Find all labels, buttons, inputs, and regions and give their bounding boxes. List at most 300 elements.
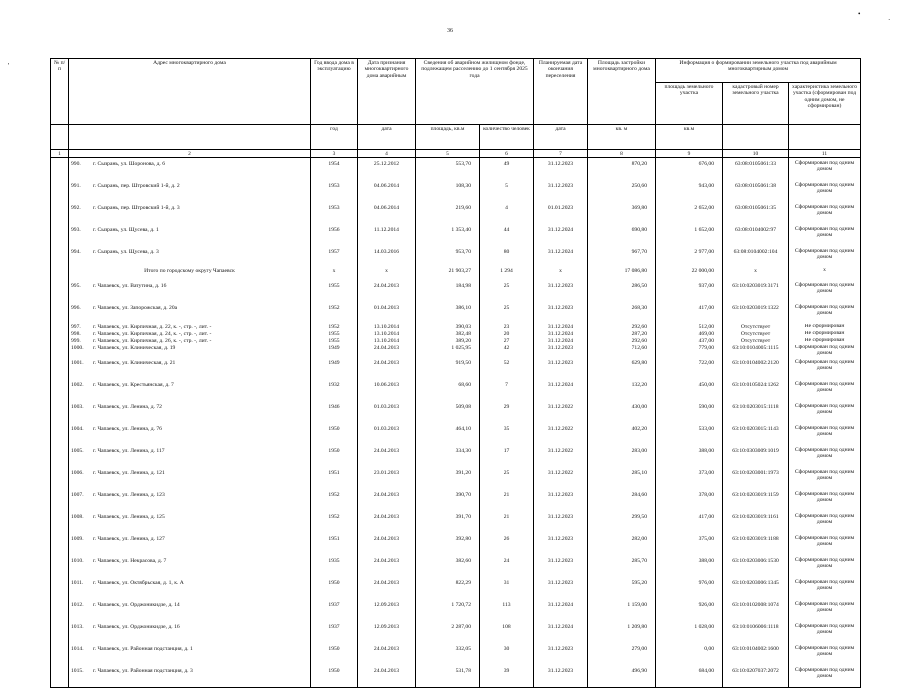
address-text: г. Чапаевск, ул. Районная подстанция, д. 3: [93, 668, 193, 675]
col-header-number: № п/п: [51, 59, 69, 125]
area-cell: 68,60: [416, 379, 480, 401]
land-area-cell: 722,00: [656, 357, 723, 379]
address-cell: [69, 331, 311, 338]
table-row: [51, 511, 861, 533]
cadastral-cell: Отсутствует: [723, 331, 789, 338]
emergency-date-cell: 10.06.2013: [358, 379, 416, 401]
area-cell: 391,70: [416, 511, 480, 533]
row-number-cell: [51, 599, 69, 621]
year-cell: 1953: [311, 180, 358, 202]
col-header-land-area: площадь земельного участка: [656, 83, 723, 125]
planned-date-cell: х: [534, 268, 588, 280]
building-area-cell: 496,90: [588, 665, 656, 688]
area-cell: 953,70: [416, 246, 480, 268]
row-number: 1009.: [71, 536, 84, 543]
col-index: 7: [534, 150, 588, 158]
col-index: 6: [480, 150, 534, 158]
cadastral-cell: 63:08:0104002:97: [723, 224, 789, 246]
emergency-date-cell: х: [358, 268, 416, 280]
building-area-cell: 17 086,80: [588, 268, 656, 280]
land-area-cell: 676,00: [656, 158, 723, 181]
building-area-cell: 283,00: [588, 445, 656, 467]
row-number-cell: [51, 180, 69, 202]
cadastral-cell: 63:10:0203019:1322: [723, 302, 789, 324]
unit-label: количество человек: [480, 125, 534, 150]
unit-label: площадь, кв.м: [416, 125, 480, 150]
unit-label: дата: [534, 125, 588, 150]
row-number: 994.: [71, 249, 81, 256]
emergency-date-cell: 24.04.2013: [358, 511, 416, 533]
emergency-date-cell: 01.04.2013: [358, 302, 416, 324]
land-status-cell: Сформирован под одним домом: [789, 665, 861, 688]
year-cell: 1952: [311, 302, 358, 324]
cadastral-cell: 63:08:0104002:104: [723, 246, 789, 268]
table-row: [51, 423, 861, 445]
year-cell: 1950: [311, 423, 358, 445]
col-header-housing-info: Сведения об аварийном жилищном фонде, подлежащем расселению до 1 сентября 2025 года: [416, 59, 534, 125]
area-cell: 1 025,95: [416, 345, 480, 357]
building-area-cell: 250,60: [588, 180, 656, 202]
unit-label: кв. м: [588, 125, 656, 150]
emergency-date-cell: 01.03.2013: [358, 423, 416, 445]
scan-mark: ': [8, 62, 10, 70]
row-number-cell: [51, 533, 69, 555]
people-cell: 20: [480, 331, 534, 338]
row-number-cell: [51, 445, 69, 467]
unit-label: год: [311, 125, 358, 150]
people-cell: 42: [480, 345, 534, 357]
address-text: г. Сызрань, пер. Штровский 1-й, д. 3: [93, 205, 180, 212]
planned-date-cell: 31.12.2022: [534, 445, 588, 467]
row-number: 1012.: [71, 602, 84, 609]
cadastral-cell: Отсутствует: [723, 324, 789, 331]
emergency-date-cell: 24.04.2013: [358, 280, 416, 302]
people-cell: 108: [480, 621, 534, 643]
land-status-cell: Сформирован под одним домом: [789, 379, 861, 401]
land-status-cell: Сформирован под одним домом: [789, 202, 861, 224]
land-status-cell: Сформирован под одним домом: [789, 345, 861, 357]
col-index: 10: [723, 150, 789, 158]
address-cell: [69, 180, 311, 202]
address-cell: [69, 379, 311, 401]
emergency-date-cell: 24.04.2013: [358, 489, 416, 511]
planned-date-cell: 31.12.2023: [534, 577, 588, 599]
people-cell: 80: [480, 246, 534, 268]
col-index: 4: [358, 150, 416, 158]
row-number: 1002.: [71, 382, 84, 389]
table-row: [51, 357, 861, 379]
col-header-address: Адрес многоквартирного дома: [69, 59, 311, 125]
address-text: г. Чапаевск, ул. Некрасова, д. 7: [93, 558, 167, 565]
col-index: 2: [69, 150, 311, 158]
planned-date-cell: 31.12.2024: [534, 331, 588, 338]
table-row: [51, 324, 861, 331]
emergency-date-cell: 24.04.2013: [358, 357, 416, 379]
land-status-cell: Сформирован под одним домом: [789, 599, 861, 621]
row-number-cell: [51, 280, 69, 302]
area-cell: 386,10: [416, 302, 480, 324]
land-status-cell: х: [789, 268, 861, 280]
table-row: [51, 467, 861, 489]
row-number: 1004.: [71, 426, 84, 433]
land-status-cell: Сформирован под одним домом: [789, 643, 861, 665]
row-number-cell: [51, 202, 69, 224]
land-status-cell: Не сформирован: [789, 324, 861, 331]
emergency-date-cell: 24.04.2013: [358, 643, 416, 665]
address-text: г. Чапаевск, ул. Клиническая, д. 19: [93, 345, 176, 352]
address-cell: [69, 445, 311, 467]
building-area-cell: 268,30: [588, 302, 656, 324]
people-cell: 31: [480, 577, 534, 599]
table-row: [51, 445, 861, 467]
row-number-cell: [51, 467, 69, 489]
emergency-date-cell: 24.04.2013: [358, 577, 416, 599]
area-cell: 919,50: [416, 357, 480, 379]
row-number: 995.: [71, 283, 81, 290]
emergency-date-cell: 24.04.2013: [358, 445, 416, 467]
land-status-cell: Сформирован под одним домом: [789, 511, 861, 533]
address-cell: [69, 555, 311, 577]
area-cell: 390,70: [416, 489, 480, 511]
address-text: г. Чапаевск, ул. Ленина, д. 121: [93, 470, 165, 477]
emergency-date-cell: 11.12.2014: [358, 224, 416, 246]
area-cell: 553,70: [416, 158, 480, 181]
row-number: 1011.: [71, 580, 84, 587]
address-text: г. Чапаевск, ул. Кирпичная, д. 26, к. -, стр. -, лит. -: [93, 338, 212, 345]
people-cell: 52: [480, 357, 534, 379]
row-number-cell: [51, 489, 69, 511]
cadastral-cell: Отсутствует: [723, 338, 789, 345]
year-cell: 1955: [311, 331, 358, 338]
people-cell: 113: [480, 599, 534, 621]
year-cell: 1957: [311, 246, 358, 268]
land-area-cell: 2 977,00: [656, 246, 723, 268]
planned-date-cell: 31.12.2023: [534, 158, 588, 181]
people-cell: 44: [480, 224, 534, 246]
cadastral-cell: 63:08:0105061:38: [723, 180, 789, 202]
planned-date-cell: 31.12.2022: [534, 467, 588, 489]
land-area-cell: 22 000,00: [656, 268, 723, 280]
year-cell: 1932: [311, 379, 358, 401]
total-label: Итого по городскому округу Чапаевск: [69, 268, 311, 280]
cadastral-cell: 63:08:0105061:35: [723, 202, 789, 224]
area-cell: 391,20: [416, 467, 480, 489]
row-number-cell: [51, 268, 69, 280]
building-area-cell: 287,20: [588, 331, 656, 338]
page-number: 36: [447, 28, 453, 34]
row-number-cell: [51, 379, 69, 401]
table-row: [51, 280, 861, 302]
land-area-cell: 943,00: [656, 180, 723, 202]
table-row: [51, 643, 861, 665]
planned-date-cell: 31.12.2023: [534, 302, 588, 324]
table-row: [51, 665, 861, 688]
planned-date-cell: 31.12.2023: [534, 489, 588, 511]
land-area-cell: 976,00: [656, 577, 723, 599]
cadastral-cell: 63:10:0207037:2072: [723, 665, 789, 688]
building-area-cell: 279,00: [588, 643, 656, 665]
planned-date-cell: 31.12.2023: [534, 345, 588, 357]
table-row: [51, 180, 861, 202]
row-number-cell: [51, 224, 69, 246]
unit-label: дата: [358, 125, 416, 150]
year-cell: 1952: [311, 489, 358, 511]
building-area-cell: 870,20: [588, 158, 656, 181]
area-cell: 1 720,72: [416, 599, 480, 621]
table-row: [51, 379, 861, 401]
planned-date-cell: 31.12.2022: [534, 401, 588, 423]
address-cell: [69, 401, 311, 423]
land-area-cell: 533,00: [656, 423, 723, 445]
cadastral-cell: 63:10:0203001:1973: [723, 467, 789, 489]
emergency-date-cell: 14.03.2016: [358, 246, 416, 268]
land-status-cell: Сформирован под одним домом: [789, 467, 861, 489]
building-area-cell: 967,70: [588, 246, 656, 268]
emergency-date-cell: 04.06.2014: [358, 202, 416, 224]
area-cell: 464,10: [416, 423, 480, 445]
land-status-cell: Сформирован под одним домом: [789, 280, 861, 302]
address-cell: [69, 357, 311, 379]
row-number: 1001.: [71, 360, 84, 367]
row-number-cell: [51, 665, 69, 688]
land-area-cell: 375,00: [656, 533, 723, 555]
address-text: г. Чапаевск, ул. Районная подстанция, д. 1: [93, 646, 193, 653]
address-text: г. Чапаевск, ул. Орджоникидзе, д. 14: [93, 602, 180, 609]
row-number: 990.: [71, 161, 81, 168]
land-area-cell: 2 652,00: [656, 202, 723, 224]
year-cell: 1956: [311, 224, 358, 246]
address-text: г. Чапаевск, ул. Ленина, д. 127: [93, 536, 165, 543]
address-cell: [69, 423, 311, 445]
address-text: г. Чапаевск, ул. Крестьянская, д. 7: [93, 382, 174, 389]
table-row: [51, 489, 861, 511]
year-cell: 1950: [311, 665, 358, 688]
cadastral-cell: 63:10:0203019:1188: [723, 533, 789, 555]
building-area-cell: 712,60: [588, 345, 656, 357]
land-status-cell: Сформирован под одним домом: [789, 180, 861, 202]
col-header-cadastral: кадастровый номер земельного участка: [723, 83, 789, 125]
row-number-cell: [51, 423, 69, 445]
emergency-date-cell: 23.01.2013: [358, 467, 416, 489]
year-cell: 1949: [311, 357, 358, 379]
land-status-cell: Сформирован под одним домом: [789, 401, 861, 423]
land-status-cell: Сформирован под одним домом: [789, 445, 861, 467]
table-row: [51, 331, 861, 338]
land-area-cell: 590,00: [656, 401, 723, 423]
planned-date-cell: 01.01.2023: [534, 202, 588, 224]
planned-date-cell: 31.12.2023: [534, 357, 588, 379]
planned-date-cell: 31.12.2023: [534, 511, 588, 533]
land-status-cell: Сформирован под одним домом: [789, 423, 861, 445]
table-row: [51, 202, 861, 224]
row-number-cell: [51, 338, 69, 345]
emergency-date-cell: 24.04.2013: [358, 665, 416, 688]
address-cell: [69, 533, 311, 555]
land-status-cell: Сформирован под одним домом: [789, 621, 861, 643]
land-area-cell: 512,00: [656, 324, 723, 331]
cadastral-cell: 63:10:0102008:1074: [723, 599, 789, 621]
area-cell: 392,80: [416, 533, 480, 555]
row-number-cell: [51, 345, 69, 357]
year-cell: 1954: [311, 158, 358, 181]
building-area-cell: 402,20: [588, 423, 656, 445]
year-cell: 1951: [311, 533, 358, 555]
building-area-cell: 430,00: [588, 401, 656, 423]
col-index: 1: [51, 150, 69, 158]
building-area-cell: 286,50: [588, 280, 656, 302]
area-cell: 21 903,27: [416, 268, 480, 280]
address-cell: [69, 511, 311, 533]
col-header-emergency-date: Дата признания многоквартирного дома аварийным: [358, 59, 416, 125]
address-cell: [69, 246, 311, 268]
land-status-cell: Не сформирован: [789, 331, 861, 338]
row-number: 999.: [71, 338, 81, 345]
land-status-cell: Сформирован под одним домом: [789, 555, 861, 577]
land-area-cell: 684,00: [656, 665, 723, 688]
planned-date-cell: 31.12.2024: [534, 621, 588, 643]
cadastral-cell: 63:10:0105024:1262: [723, 379, 789, 401]
row-number: 1003.: [71, 404, 84, 411]
area-cell: 390,03: [416, 324, 480, 331]
land-area-cell: 779,00: [656, 345, 723, 357]
row-number: 1014.: [71, 646, 84, 653]
year-cell: х: [311, 268, 358, 280]
people-cell: 25: [480, 302, 534, 324]
cadastral-cell: 63:10:0203006:1345: [723, 577, 789, 599]
cadastral-cell: 63:10:0303009:1019: [723, 445, 789, 467]
land-status-cell: Сформирован под одним домом: [789, 357, 861, 379]
address-cell: [69, 338, 311, 345]
unit-label: кв.м: [656, 125, 723, 150]
building-area-cell: 690,80: [588, 224, 656, 246]
address-cell: [69, 280, 311, 302]
cadastral-cell: 63:10:0203015:1143: [723, 423, 789, 445]
address-cell: [69, 345, 311, 357]
col-index: 11: [789, 150, 861, 158]
land-area-cell: 926,00: [656, 599, 723, 621]
year-cell: 1950: [311, 643, 358, 665]
year-cell: 1952: [311, 324, 358, 331]
people-cell: 35: [480, 423, 534, 445]
address-text: г. Чапаевск, ул. Кирпичная, д. 24, к. -, стр. -, лит. -: [93, 331, 212, 338]
address-cell: [69, 599, 311, 621]
land-status-cell: Сформирован под одним домом: [789, 158, 861, 181]
emergency-date-cell: 12.09.2013: [358, 621, 416, 643]
row-number: 996.: [71, 305, 81, 312]
building-area-cell: 292,60: [588, 338, 656, 345]
col-index: 5: [416, 150, 480, 158]
emergency-date-cell: 13.10.2014: [358, 324, 416, 331]
address-text: г. Чапаевск, ул. Ленина, д. 76: [93, 426, 162, 433]
planned-date-cell: 31.12.2024: [534, 224, 588, 246]
row-number-cell: [51, 357, 69, 379]
address-text: г. Чапаевск, ул. Кирпичная, д. 22, к. -, стр. -, лит. -: [93, 324, 212, 331]
land-area-cell: 388,00: [656, 555, 723, 577]
address-text: г. Чапаевск, ул. Запорожская, д. 20а: [93, 305, 178, 312]
col-index: 8: [588, 150, 656, 158]
row-number: 1013.: [71, 624, 84, 631]
year-cell: 1951: [311, 467, 358, 489]
people-cell: 30: [480, 643, 534, 665]
planned-date-cell: 31.12.2024: [534, 599, 588, 621]
row-number: 1015.: [71, 668, 84, 675]
area-cell: 334,30: [416, 445, 480, 467]
row-number: 1010.: [71, 558, 84, 565]
year-cell: 1950: [311, 445, 358, 467]
table-row: [51, 246, 861, 268]
area-cell: 184,98: [416, 280, 480, 302]
address-cell: [69, 665, 311, 688]
row-number-cell: [51, 246, 69, 268]
cadastral-cell: 63:10:0203019:1159: [723, 489, 789, 511]
area-cell: 531,78: [416, 665, 480, 688]
land-area-cell: 1 652,00: [656, 224, 723, 246]
building-area-cell: 369,80: [588, 202, 656, 224]
people-cell: 49: [480, 158, 534, 181]
address-cell: [69, 577, 311, 599]
col-header-planned-date: Планируемая дата окончания переселения: [534, 59, 588, 125]
building-area-cell: 595,20: [588, 577, 656, 599]
building-area-cell: 285,10: [588, 467, 656, 489]
year-cell: 1955: [311, 280, 358, 302]
table-row: [51, 533, 861, 555]
row-number: 1007.: [71, 492, 84, 499]
year-cell: 1953: [311, 202, 358, 224]
address-text: г. Сызрань, ул. Щусева, д. 1: [93, 227, 159, 234]
cadastral-cell: 63:10:0104002:1600: [723, 643, 789, 665]
emergency-date-cell: 24.04.2013: [358, 533, 416, 555]
table-body: [51, 158, 861, 688]
area-cell: 2 287,00: [416, 621, 480, 643]
emergency-date-cell: 12.09.2013: [358, 599, 416, 621]
col-header-year: Год ввода дома в эксплуатацию: [311, 59, 358, 125]
table-row: [51, 599, 861, 621]
land-area-cell: 0,00: [656, 643, 723, 665]
area-cell: 1 353,40: [416, 224, 480, 246]
scan-mark: •: [858, 10, 861, 18]
row-number: 997.: [71, 324, 81, 331]
year-cell: 1955: [311, 338, 358, 345]
row-number-cell: [51, 302, 69, 324]
land-area-cell: 417,00: [656, 302, 723, 324]
scan-mark: ·: [888, 16, 891, 24]
row-number: 1008.: [71, 514, 84, 521]
row-number-cell: [51, 555, 69, 577]
address-text: г. Сызрань, ул. Шоронова, д. 6: [93, 161, 166, 168]
row-number: 1005.: [71, 448, 84, 455]
land-area-cell: 437,00: [656, 338, 723, 345]
table-row: [51, 577, 861, 599]
address-cell: [69, 643, 311, 665]
people-cell: 1 294: [480, 268, 534, 280]
table-row: [51, 224, 861, 246]
address-cell: [69, 324, 311, 331]
emergency-date-cell: 24.04.2013: [358, 555, 416, 577]
cadastral-cell: х: [723, 268, 789, 280]
planned-date-cell: 31.12.2023: [534, 280, 588, 302]
row-number: 1006.: [71, 470, 84, 477]
planned-date-cell: 31.12.2023: [534, 643, 588, 665]
year-cell: 1949: [311, 345, 358, 357]
row-number-cell: [51, 401, 69, 423]
year-cell: 1950: [311, 577, 358, 599]
row-number: 998.: [71, 331, 81, 338]
people-cell: 21: [480, 511, 534, 533]
address-text: г. Чапаевск, ул. Ленина, д. 125: [93, 514, 165, 521]
emergency-date-cell: 13.10.2014: [358, 338, 416, 345]
cadastral-cell: 63:10:0203019:1161: [723, 511, 789, 533]
cadastral-cell: 63:10:0203006:1530: [723, 555, 789, 577]
